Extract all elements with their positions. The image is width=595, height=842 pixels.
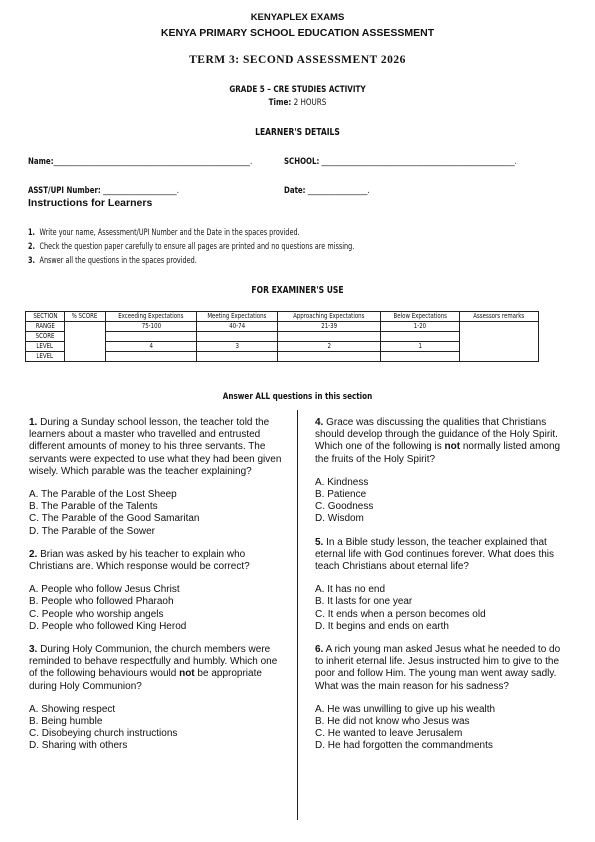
level-input-cell[interactable]: [106, 352, 197, 362]
question-4: [315, 417, 570, 526]
answer-option[interactable]: C. It ends when a person becomes old: [315, 608, 486, 620]
date-label: Date:: [284, 186, 306, 196]
name-line: ________________________________________________________: [53, 157, 251, 167]
grade-subject: GRADE 5 – CRE STUDIES ACTIVITY: [229, 85, 366, 95]
level-input-cell[interactable]: [278, 352, 381, 362]
answer-option[interactable]: B. He did not know who Jesus was: [315, 716, 470, 728]
answer-option[interactable]: A. Showing respect: [29, 703, 116, 715]
answer-option[interactable]: D. It begins and ends on earth: [315, 620, 449, 632]
answer-option[interactable]: D. Wisdom: [315, 513, 364, 525]
answer-option[interactable]: C. People who worship angels: [29, 608, 164, 620]
question-5: [315, 537, 570, 633]
table-cell: 1-20: [381, 322, 460, 332]
question-text: Grace was discussing the qualities that Christians should develop through the guidance of the Holy Spirit. Which one of the following is: [315, 417, 558, 453]
score-input-cell[interactable]: [106, 332, 197, 342]
level-input-cell[interactable]: [381, 352, 460, 362]
answer-option[interactable]: A. He was unwilling to give up his wealth: [315, 703, 496, 715]
answer-option[interactable]: D. Sharing with others: [29, 740, 128, 752]
answer-option[interactable]: A. It has no end: [315, 584, 386, 596]
answer-option[interactable]: A. Kindness: [315, 476, 369, 488]
row-label: LEVEL: [26, 342, 65, 352]
instruction-text: Write your name, Assessment/UPI Number and the Date in the spaces provided.: [39, 228, 300, 238]
answer-option[interactable]: B. The Parable of the Talents: [29, 501, 158, 513]
instruction-text: Check the question paper carefully to ensure all pages are printed and no questions are missing.: [39, 242, 355, 252]
instruction-item: [28, 242, 354, 252]
time-allowed: [60, 98, 536, 108]
date-field[interactable]: [284, 186, 370, 196]
table-cell: 4: [106, 342, 197, 352]
score-input-cell[interactable]: [197, 332, 278, 342]
question-2: [29, 549, 284, 633]
instruction-number: 2.: [28, 242, 35, 252]
questions-right-column: [315, 417, 570, 764]
table-cell: 40-74: [197, 322, 278, 332]
score-table-header: [26, 312, 539, 322]
answer-option[interactable]: B. People who followed Pharaoh: [29, 596, 174, 608]
term-title: TERM 3: SECOND ASSESSMENT 2026: [189, 54, 406, 66]
examiner-use-heading: FOR EXAMINER'S USE: [251, 285, 344, 296]
asst-line: _____________________: [102, 186, 177, 196]
question-text: In a Bible study lesson, the teacher explained that eternal life with God continues forever. What does this teach Christians about eternal life?: [315, 536, 555, 573]
row-label: RANGE: [26, 322, 65, 332]
school-field[interactable]: [284, 157, 517, 167]
exam-body-title: KENYAPLEX EXAMS: [250, 12, 345, 23]
header-cell: Below Expectations: [381, 312, 460, 322]
question-text-end: be appropriate during Holy Communion?: [29, 668, 262, 692]
instruction-text: Answer all the questions in the spaces provided.: [39, 256, 197, 266]
table-cell: 75-100: [106, 322, 197, 332]
question-number: 4.: [315, 417, 324, 428]
asst-upi-field[interactable]: [28, 186, 179, 196]
answer-option[interactable]: B. It lasts for one year: [315, 596, 413, 608]
question-number: 2.: [29, 548, 38, 560]
question-number: 1.: [29, 417, 38, 428]
table-cell: 1: [381, 342, 460, 352]
name-field[interactable]: [28, 157, 252, 167]
question-number: 6.: [315, 644, 324, 656]
question-number: 3.: [29, 644, 38, 656]
question-stem: [29, 549, 284, 573]
question-stem: [29, 644, 284, 693]
header-cell: Assessors remarks: [460, 312, 539, 322]
question-6: [315, 644, 570, 753]
learner-details-heading: LEARNER'S DETAILS: [255, 127, 340, 138]
answer-option[interactable]: C. Disobeying church instructions: [29, 728, 178, 740]
question-1: [29, 417, 284, 538]
name-end: .: [250, 157, 253, 167]
score-input-cell[interactable]: [381, 332, 460, 342]
time-value: 2 HOURS: [293, 98, 327, 108]
answer-option[interactable]: B. Patience: [315, 489, 367, 501]
answer-option[interactable]: A. People who follow Jesus Christ: [29, 584, 180, 596]
question-stem: [29, 417, 284, 478]
name-label: Name:: [28, 157, 54, 167]
asst-label: ASST/UPI Number:: [28, 186, 101, 196]
score-input-cell[interactable]: [278, 332, 381, 342]
column-divider: [297, 410, 298, 820]
question-text-end: normally listed among the fruits of the Holy Spirit?: [315, 441, 561, 465]
school-end: .: [514, 157, 517, 167]
row-label: LEVEL: [26, 352, 65, 362]
table-cell: 2: [278, 342, 381, 352]
question-3: [29, 644, 284, 753]
question-number: 5.: [315, 536, 324, 548]
question-text: During Holy Communion, the church members were reminded to behave respectfully and humbly. Which one of the following behaviours would: [29, 644, 278, 680]
instruction-item: [28, 228, 300, 238]
score-table: [25, 311, 539, 362]
question-stem: [315, 644, 570, 693]
header-cell: Approaching Expectations: [278, 312, 381, 322]
assessment-title: KENYA PRIMARY SCHOOL EDUCATION ASSESSMENT: [160, 27, 435, 39]
row-label: SCORE: [26, 332, 65, 342]
questions-left-column: [29, 417, 284, 764]
answer-option[interactable]: B. Being humble: [29, 716, 103, 728]
question-emphasis: not: [179, 668, 195, 680]
header-cell: % SCORE: [65, 312, 106, 322]
answer-option[interactable]: D. The Parable of the Sower: [29, 525, 155, 537]
percent-score-cell[interactable]: [65, 322, 106, 362]
question-stem: [315, 417, 570, 466]
answer-option[interactable]: C. Goodness: [315, 501, 374, 513]
school-line: _______________________________________________________: [321, 157, 515, 167]
question-text: A rich young man asked Jesus what he needed to do to inherit eternal life. Jesus instructed him to give to the poor and follow Him. The young man went away sadly. What was the main reason for his sadness?: [315, 644, 561, 692]
instruction-number: 3.: [28, 256, 35, 266]
instruction-number: 1.: [28, 228, 35, 238]
header-cell: Meeting Expectations: [197, 312, 278, 322]
asst-end: .: [176, 186, 179, 196]
table-row: [26, 322, 539, 332]
instruction-item: [28, 256, 197, 266]
table-cell: 3: [197, 342, 278, 352]
level-input-cell[interactable]: [197, 352, 278, 362]
time-label: Time:: [268, 98, 292, 108]
assessors-remarks-cell[interactable]: [460, 322, 539, 362]
date-line: _________________: [307, 186, 368, 196]
instructions-title: Instructions for Learners: [28, 197, 153, 209]
answer-option[interactable]: C. The Parable of the Good Samaritan: [29, 513, 200, 525]
question-emphasis: not: [444, 441, 461, 453]
answer-option[interactable]: D. People who followed King Herod: [29, 620, 187, 632]
header-cell: SECTION: [26, 312, 65, 322]
school-label: SCHOOL:: [284, 157, 320, 167]
date-end: .: [367, 186, 370, 196]
question-stem: [315, 537, 570, 574]
question-text: Brian was asked by his teacher to explain who Christians are. Which response would be correct?: [29, 548, 250, 573]
section-instruction: Answer ALL questions in this section: [222, 392, 373, 402]
answer-option[interactable]: D. He had forgotten the commandments: [315, 740, 493, 752]
header-cell: Exceeding Expectations: [106, 312, 197, 322]
table-cell: 21-39: [278, 322, 381, 332]
answer-option[interactable]: C. He wanted to leave Jerusalem: [315, 728, 463, 740]
answer-option[interactable]: A. The Parable of the Lost Sheep: [29, 489, 177, 501]
question-text: During a Sunday school lesson, the teacher told the learners about a master who travelled and entrusted different amounts of money to his three servants. The servants were expected to use what they had been given wisely. Which parable was the teacher explaining?: [29, 417, 282, 477]
